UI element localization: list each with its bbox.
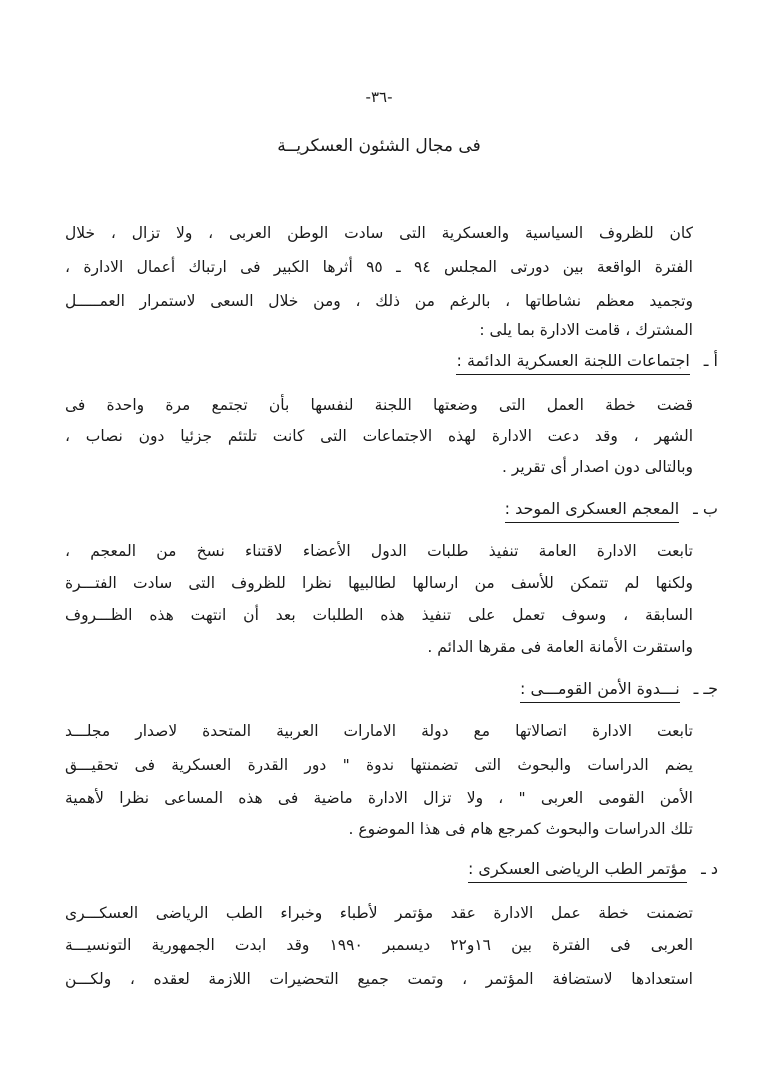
intro-line: الفترة الواقعة بين دورتى المجلس ٩٤ ـ ٩٥ أثرها الكبير فى ارتباك أعمال الادارة ، (65, 258, 693, 276)
section-b-line: ولكنها لم تتمكن للأسف من ارسالها لطالبيها نظرا للظروف التى سادت الفتـــرة (65, 574, 693, 592)
page-title: فى مجال الشئون العسكريــة (277, 136, 481, 156)
section-title: اجتماعات اللجنة العسكرية الدائمة : (456, 350, 689, 375)
section-d-line: العربى فى الفترة بين ١٦و٢٢ ديسمبر ١٩٩٠ وقد ابدت الجمهورية التونسيـــة (65, 936, 693, 954)
section-mark: د ـ (701, 859, 718, 878)
section-c-line: تلك الدراسات والبحوث كمرجع هام فى هذا الموضوع . (348, 820, 693, 838)
section-mark: أ ـ (703, 351, 718, 370)
section-b-line: تابعت الادارة العامة تنفيذ طلبات الدول الأعضاء لاقتناء نسخ من المعجم ، (65, 542, 693, 560)
section-c-line: الأمن القومى العربى " ، ولا تزال الادارة ماضية فى هذه المساعى نظرا لأهمية (65, 789, 693, 807)
section-heading-c (520, 678, 718, 702)
section-b-line: واستقرت الأمانة العامة فى مقرها الدائم . (427, 638, 693, 656)
section-title: مؤتمر الطب الرياضى العسكرى : (468, 858, 687, 883)
page-number: -٣٦- (365, 88, 393, 106)
section-title: نـــدوة الأمن القومـــى : (520, 678, 680, 703)
section-heading-b (505, 498, 718, 522)
intro-line: كان للظروف السياسية والعسكرية التى سادت الوطن العربى ، ولا تزال ، خلال (65, 224, 693, 242)
section-heading-d (468, 858, 718, 882)
section-b-line: السابقة ، وسوف تعمل على تنفيذ هذه الطلبات بعد أن انتهت هذه الظـــروف (65, 606, 693, 624)
section-a-line: الشهر ، وقد دعت الادارة لهذه الاجتماعات التى كانت تلتئم جزئيا دون نصاب ، (65, 427, 693, 445)
intro-line: المشترك ، قامت الادارة بما يلى : (479, 321, 693, 339)
section-d-line: استعدادها لاستضافة المؤتمر ، وتمت جميع التحضيرات اللازمة لعقده ، ولكـــن (65, 970, 693, 988)
section-mark: جـ ـ (693, 679, 718, 698)
section-a-line: وبالتالى دون اصدار أى تقرير . (501, 458, 693, 476)
section-title: المعجم العسكرى الموحد : (505, 498, 680, 523)
section-c-line: تابعت الادارة اتصالاتها مع دولة الامارات العربية المتحدة لاصدار مجلـــد (65, 722, 693, 740)
section-c-line: يضم الدراسات والبحوث التى تضمنتها ندوة " دور القدرة العسكرية فى تحقيـــق (65, 756, 693, 774)
section-d-line: تضمنت خطة عمل الادارة عقد مؤتمر لأطباء وخبراء الطب الرياضى العسكـــرى (65, 904, 693, 922)
intro-line: وتجميد معظم نشاطاتها ، بالرغم من ذلك ، ومن خلال السعى لاستمرار العمـــــل (65, 292, 693, 310)
section-mark: ب ـ (693, 499, 718, 518)
section-a-line: قضت خطة العمل التى وضعتها اللجنة لنفسها بأن تجتمع مرة واحدة فى (65, 396, 693, 414)
section-heading-a (456, 350, 718, 374)
